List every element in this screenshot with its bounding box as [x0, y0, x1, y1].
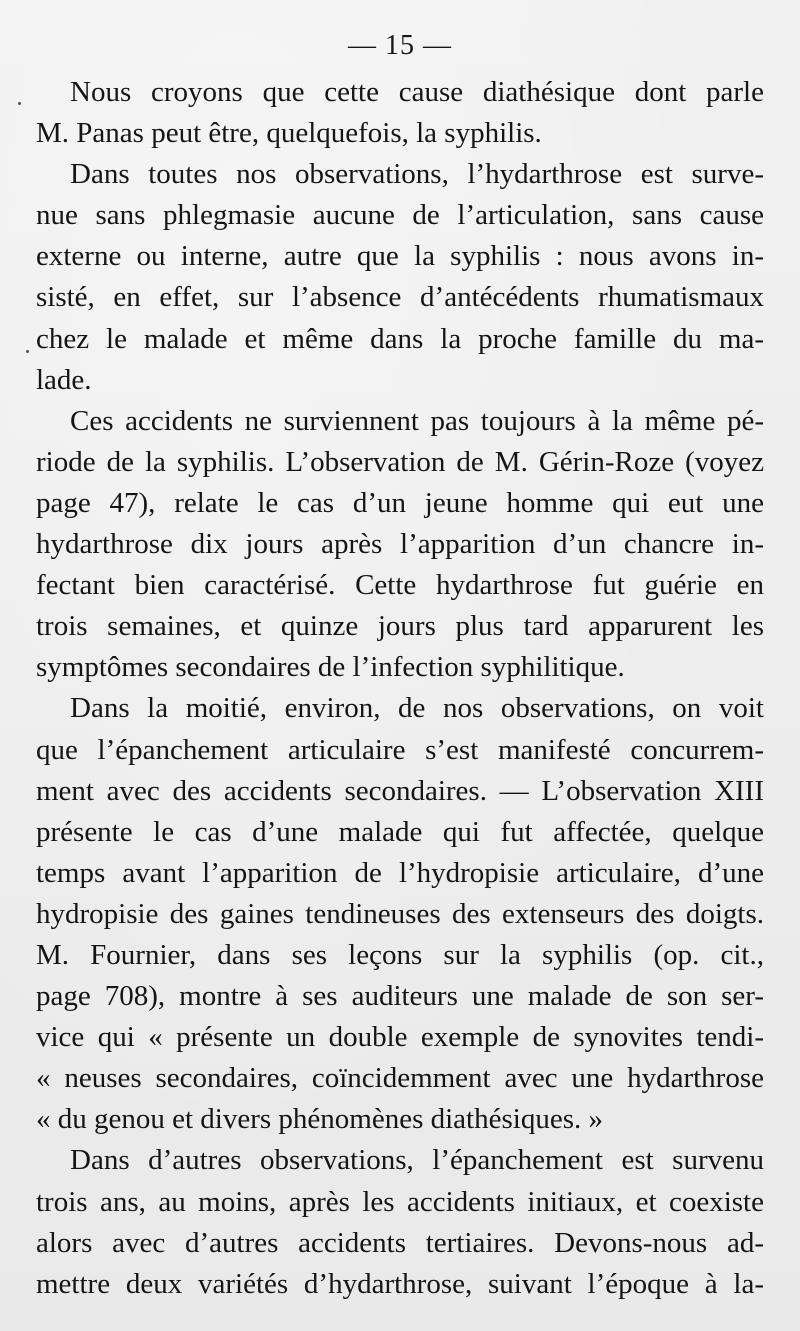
text-line: page 708), montre à ses auditeurs une malade de son ser- [36, 980, 764, 1013]
text-line: M. Fournier, dans ses leçons sur la syphilis (op. cit., [36, 938, 764, 971]
text-line: Dans la moitié, environ, de nos observations, on voit [70, 692, 764, 725]
text-line: sisté, en effet, sur l’absence d’antécédents rhumatismaux [36, 281, 764, 314]
text-line: nue sans phlegmasie aucune de l’articulation, sans cause [36, 199, 764, 232]
text-line: vice qui « présente un double exemple de synovites tendi- [36, 1021, 764, 1054]
text-line: que l’épanchement articulaire s’est manifesté concurrem- [36, 733, 764, 766]
body-text [36, 72, 764, 1305]
text-line: présente le cas d’une malade qui fut affectée, quelque [36, 815, 764, 848]
text-line: Ces accidents ne surviennent pas toujours à la même pé- [70, 404, 764, 437]
text-line: externe ou interne, autre que la syphilis : nous avons in- [36, 240, 764, 273]
text-line: alors avec d’autres accidents tertiaires. Devons-nous ad- [36, 1226, 764, 1259]
text-line: hydarthrose dix jours après l’apparition d’un chancre in- [36, 528, 764, 561]
margin-speck [26, 350, 29, 353]
text-line: riode de la syphilis. L’observation de M. Gérin-Roze (voyez [36, 445, 764, 478]
text-line: mettre deux variétés d’hydarthrose, suivant l’époque à la- [36, 1267, 764, 1300]
text-line: M. Panas peut être, quelquefois, la syphilis. [36, 117, 542, 150]
page-number: — 15 — [348, 30, 452, 61]
text-line: chez le malade et même dans la proche famille du ma- [36, 322, 764, 355]
text-line: ment avec des accidents secondaires. — L’observation XIII [36, 774, 764, 807]
text-line: fectant bien caractérisé. Cette hydarthrose fut guérie en [36, 569, 764, 602]
text-line: page 47), relate le cas d’un jeune homme qui eut une [36, 486, 764, 519]
text-line: temps avant l’apparition de l’hydropisie articulaire, d’une [36, 856, 764, 889]
text-line: « du genou et divers phénomènes diathésiques. » [36, 1103, 603, 1136]
text-line: trois semaines, et quinze jours plus tard apparurent les [36, 610, 764, 643]
text-line: trois ans, au moins, après les accidents initiaux, et coexiste [36, 1185, 764, 1218]
text-line: Dans d’autres observations, l’épanchement est survenu [70, 1144, 764, 1177]
text-line: Dans toutes nos observations, l’hydarthrose est surve- [70, 158, 764, 191]
text-line: « neuses secondaires, coïncidemment avec une hydarthrose [36, 1062, 764, 1095]
margin-speck [18, 102, 21, 105]
text-line: symptômes secondaires de l’infection syphilitique. [36, 651, 625, 684]
text-line: hydropisie des gaines tendineuses des extenseurs des doigts. [36, 897, 764, 930]
text-line: Nous croyons que cette cause diathésique dont parle [70, 76, 764, 108]
text-line: lade. [36, 363, 92, 396]
